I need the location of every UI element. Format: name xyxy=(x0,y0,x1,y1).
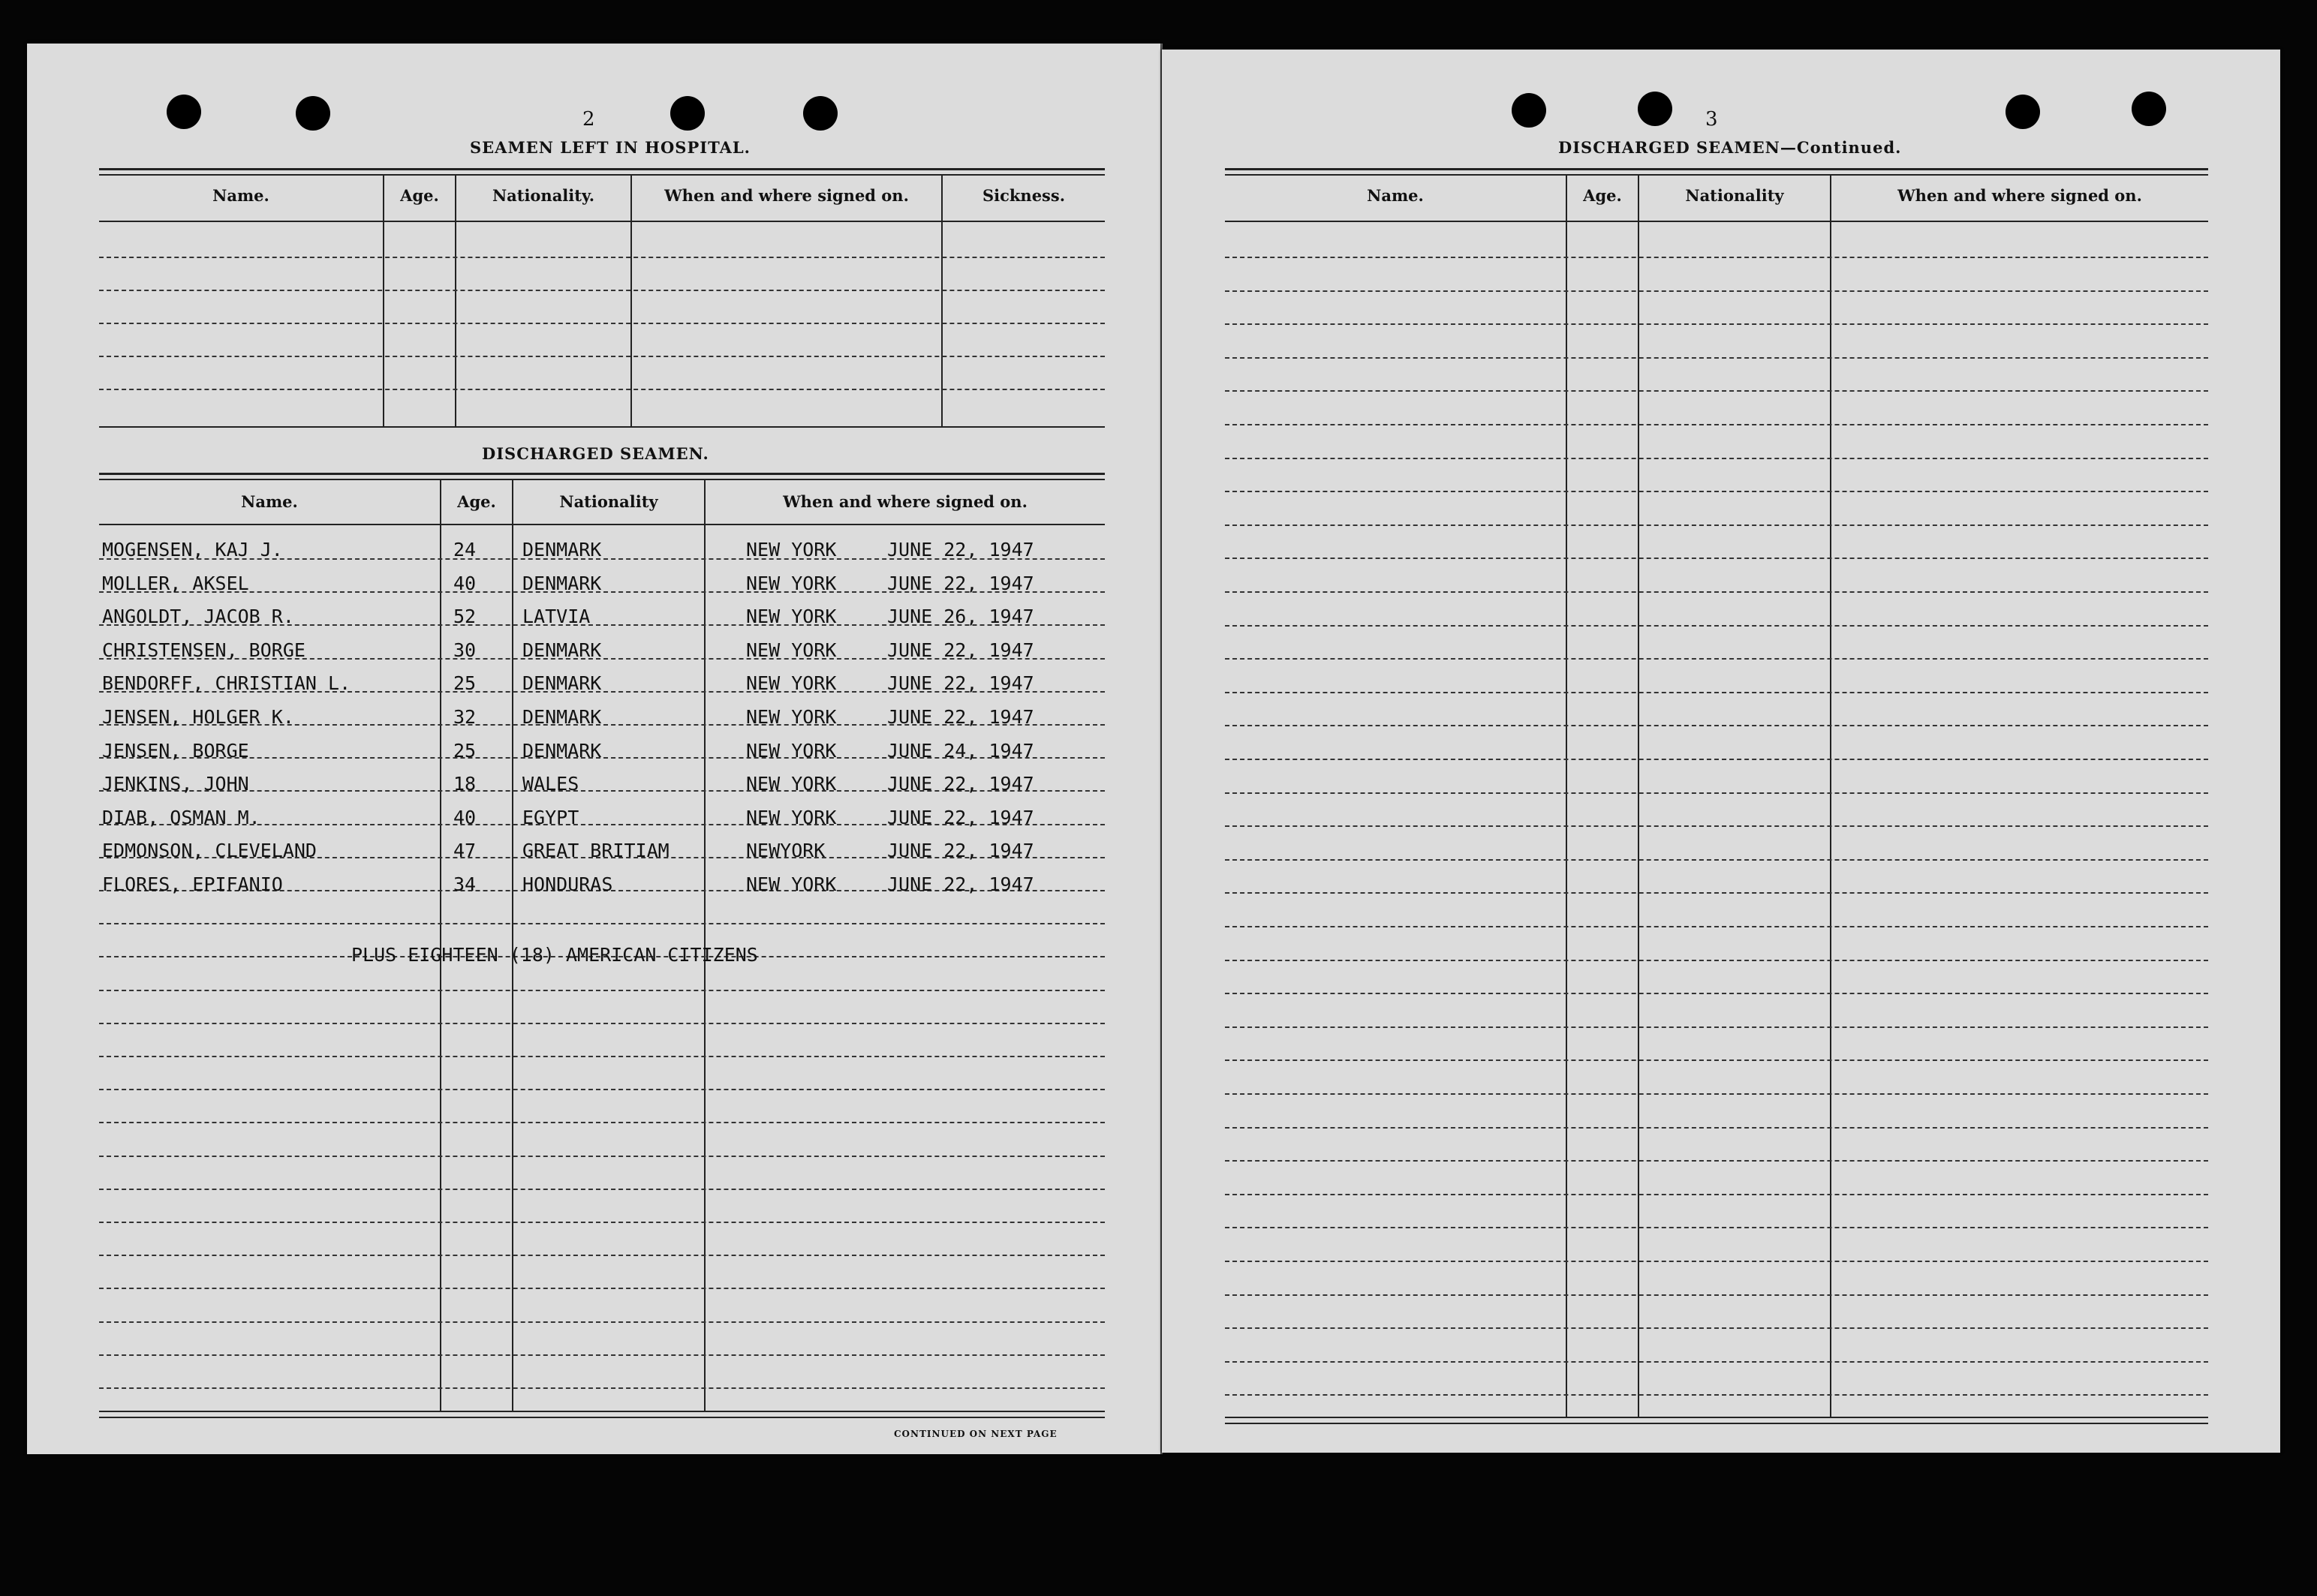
punch-hole xyxy=(1638,92,1672,126)
column-divider xyxy=(1830,174,1831,1417)
ruled-line xyxy=(1225,424,2208,425)
ruled-line xyxy=(99,323,1105,324)
right-page xyxy=(1162,50,2280,1453)
page-number: 2 xyxy=(582,108,595,131)
ruled-line xyxy=(1225,491,2208,492)
hospital-col-sickness: Sickness. xyxy=(982,186,1066,205)
punch-hole xyxy=(2132,92,2166,126)
row-place: NEW YORK xyxy=(746,773,837,795)
row-name: CHRISTENSEN, BORGE xyxy=(102,639,305,661)
row-nationality: DENMARK xyxy=(522,739,602,762)
discharged-col-nationality: Nationality xyxy=(559,492,658,511)
row-place: NEW YORK xyxy=(746,639,837,661)
row-place: NEW YORK xyxy=(746,672,837,695)
ruled-line xyxy=(99,1156,1105,1157)
ruled-line xyxy=(1225,859,2208,861)
ruled-line xyxy=(99,356,1105,357)
row-date: JUNE 22, 1947 xyxy=(887,873,1034,895)
row-date: JUNE 22, 1947 xyxy=(887,539,1034,561)
ruled-line xyxy=(1225,1261,2208,1262)
ruled-line xyxy=(1225,759,2208,760)
row-name: MOLLER, AKSEL xyxy=(102,572,249,594)
ruled-line xyxy=(99,1222,1105,1223)
row-place: NEW YORK xyxy=(746,606,837,628)
row-date: JUNE 22, 1947 xyxy=(887,706,1034,728)
ruled-line xyxy=(1225,1361,2208,1363)
row-place: NEW YORK xyxy=(746,572,837,594)
row-date: JUNE 22, 1947 xyxy=(887,672,1034,695)
ruled-line xyxy=(1225,993,2208,994)
row-place: NEW YORK xyxy=(746,739,837,762)
ruled-line xyxy=(1225,825,2208,827)
ruled-line xyxy=(1225,458,2208,459)
row-age: 25 xyxy=(453,672,477,695)
row-age: 47 xyxy=(453,840,477,862)
ruled-line xyxy=(99,1354,1105,1356)
punch-hole xyxy=(803,96,838,131)
row-place: NEW YORK xyxy=(746,873,837,895)
row-date: JUNE 22, 1947 xyxy=(887,572,1034,594)
table-rule xyxy=(99,1411,1105,1412)
ruled-line xyxy=(1225,725,2208,726)
row-name: BENDORFF, CHRISTIAN L. xyxy=(102,672,351,695)
ruled-line xyxy=(1225,290,2208,292)
row-place: NEW YORK xyxy=(746,706,837,728)
ruled-line xyxy=(1225,1294,2208,1296)
table-rule xyxy=(1225,1417,2208,1418)
hospital-col-nationality: Nationality. xyxy=(492,186,595,205)
table-rule xyxy=(99,479,1105,480)
row-age: 24 xyxy=(453,539,477,561)
ruled-line xyxy=(99,290,1105,291)
ruled-line xyxy=(99,1387,1105,1389)
continued-note: CONTINUED ON NEXT PAGE xyxy=(894,1429,1058,1439)
ruled-line xyxy=(99,990,1105,991)
row-date: JUNE 22, 1947 xyxy=(887,773,1034,795)
discharged-col-signed-on: When and where signed on. xyxy=(783,492,1028,511)
ruled-line xyxy=(99,1321,1105,1323)
ruled-line xyxy=(1225,357,2208,359)
row-date: JUNE 22, 1947 xyxy=(887,806,1034,828)
row-date: JUNE 26, 1947 xyxy=(887,606,1034,628)
row-nationality: HONDURAS xyxy=(522,873,613,895)
ruled-line xyxy=(1225,792,2208,794)
row-name: MOGENSEN, KAJ J. xyxy=(102,539,283,561)
ruled-line xyxy=(1225,960,2208,961)
punch-hole xyxy=(167,95,201,129)
table-rule xyxy=(99,473,1105,475)
hospital-section-title: SEAMEN LEFT IN HOSPITAL. xyxy=(470,138,751,157)
row-nationality: DENMARK xyxy=(522,539,602,561)
ruled-line xyxy=(1225,1227,2208,1228)
row-nationality: LATVIA xyxy=(522,606,591,628)
row-age: 32 xyxy=(453,706,477,728)
table-rule xyxy=(1225,168,2208,170)
american-citizens-note: PLUS EIGHTEEN (18) AMERICAN CITIZENS xyxy=(351,944,758,966)
row-age: 40 xyxy=(453,572,477,594)
ruled-line xyxy=(99,1122,1105,1123)
table-rule xyxy=(1225,221,2208,222)
row-name: EDMONSON, CLEVELAND xyxy=(102,840,317,862)
ruled-line xyxy=(1225,558,2208,559)
ruled-line xyxy=(99,1255,1105,1256)
table-rule xyxy=(1225,1423,2208,1424)
row-nationality: DENMARK xyxy=(522,672,602,695)
row-name: JENSEN, HOLGER K. xyxy=(102,706,294,728)
ruled-line xyxy=(99,923,1105,924)
table-rule xyxy=(99,524,1105,525)
table-rule xyxy=(99,426,1105,428)
row-name: FLORES, EPIFANIO xyxy=(102,873,283,895)
punch-hole xyxy=(1512,93,1546,128)
ruled-line xyxy=(99,1189,1105,1190)
row-nationality: DENMARK xyxy=(522,639,602,661)
left-page xyxy=(27,44,1160,1454)
row-age: 18 xyxy=(453,773,477,795)
row-date: JUNE 24, 1947 xyxy=(887,739,1034,762)
discharged-continued-title: DISCHARGED SEAMEN—Continued. xyxy=(1558,138,1902,157)
row-nationality: DENMARK xyxy=(522,706,602,728)
table-rule xyxy=(99,168,1105,170)
discharged-col-name: Name. xyxy=(241,492,298,511)
row-name: ANGOLDT, JACOB R. xyxy=(102,606,294,628)
row-age: 34 xyxy=(453,873,477,895)
ruled-line xyxy=(1225,658,2208,660)
column-divider xyxy=(1566,174,1567,1417)
hospital-col-age: Age. xyxy=(400,186,439,205)
hospital-col-signed-on: When and where signed on. xyxy=(664,186,909,205)
ruled-line xyxy=(1225,1160,2208,1162)
ruled-line xyxy=(1225,524,2208,526)
ruled-line xyxy=(99,1056,1105,1057)
table-rule xyxy=(99,174,1105,176)
discharged-col-age: Age. xyxy=(457,492,496,511)
ruled-line xyxy=(1225,892,2208,894)
row-place: NEW YORK xyxy=(746,539,837,561)
row-name: JENSEN, BORGE xyxy=(102,739,249,762)
ruled-line xyxy=(99,1089,1105,1090)
ruled-line xyxy=(1225,1093,2208,1095)
page-number: 3 xyxy=(1705,108,1718,131)
ruled-line xyxy=(1225,692,2208,693)
continued-col-name: Name. xyxy=(1367,186,1424,205)
ruled-line xyxy=(1225,257,2208,258)
ruled-line xyxy=(1225,1059,2208,1061)
ruled-line xyxy=(1225,1026,2208,1028)
punch-hole xyxy=(670,96,705,131)
ruled-line xyxy=(99,257,1105,258)
ruled-line xyxy=(99,1288,1105,1289)
ruled-line xyxy=(1225,1394,2208,1396)
row-nationality: GREAT BRITIAM xyxy=(522,840,670,862)
ruled-line xyxy=(1225,1194,2208,1195)
row-age: 40 xyxy=(453,806,477,828)
row-name: JENKINS, JOHN xyxy=(102,773,249,795)
discharged-section-title: DISCHARGED SEAMEN. xyxy=(482,444,709,463)
row-age: 52 xyxy=(453,606,477,628)
ruled-line xyxy=(1225,323,2208,325)
ruled-line xyxy=(99,1023,1105,1024)
ruled-line xyxy=(99,389,1105,390)
punch-hole xyxy=(296,96,330,131)
row-nationality: DENMARK xyxy=(522,572,602,594)
row-place: NEW YORK xyxy=(746,806,837,828)
continued-col-age: Age. xyxy=(1583,186,1622,205)
row-age: 30 xyxy=(453,639,477,661)
ruled-line xyxy=(1225,926,2208,927)
row-name: DIAB, OSMAN M. xyxy=(102,806,260,828)
ruled-line xyxy=(1225,1127,2208,1129)
continued-col-signed-on: When and where signed on. xyxy=(1897,186,2142,205)
hospital-col-name: Name. xyxy=(212,186,269,205)
table-rule xyxy=(99,221,1105,222)
row-place: NEWYORK xyxy=(746,840,826,862)
ruled-line xyxy=(1225,1327,2208,1329)
column-divider xyxy=(1638,174,1639,1417)
punch-hole xyxy=(2006,95,2040,129)
ruled-line xyxy=(1225,625,2208,627)
row-date: JUNE 22, 1947 xyxy=(887,639,1034,661)
table-rule xyxy=(99,1417,1105,1418)
ruled-line xyxy=(1225,591,2208,593)
row-nationality: WALES xyxy=(522,773,579,795)
continued-col-nationality: Nationality xyxy=(1685,186,1784,205)
table-rule xyxy=(1225,174,2208,176)
row-nationality: EGYPT xyxy=(522,806,579,828)
row-age: 25 xyxy=(453,739,477,762)
row-date: JUNE 22, 1947 xyxy=(887,840,1034,862)
ruled-line xyxy=(1225,390,2208,392)
